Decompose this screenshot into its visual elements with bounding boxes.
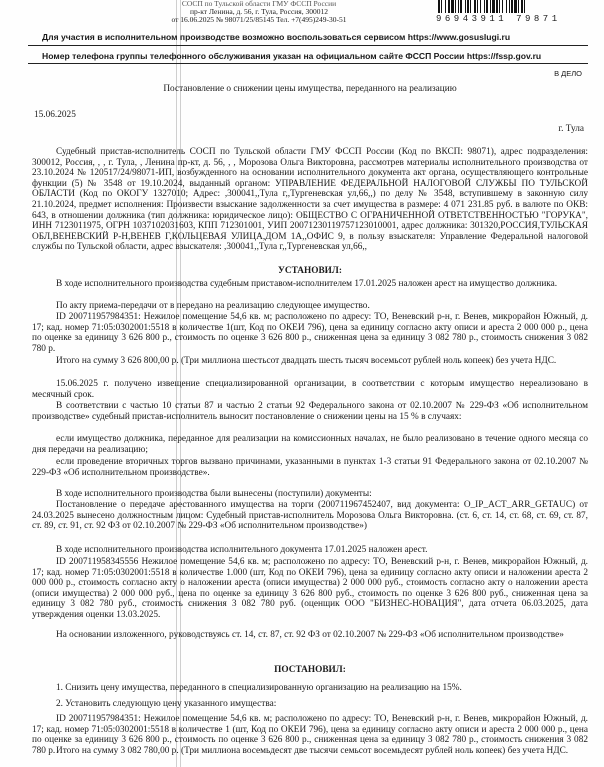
- barcode-number: 96943911 79871: [436, 14, 561, 24]
- office-address: пр-кт Ленина, д. 56, г. Тула, Россия, 300012: [190, 7, 328, 16]
- v-delo-mark: В ДЕЛО: [554, 69, 582, 78]
- paragraph-commission: если имущество должника, переданное для реализации на комиссионных началах, не было реализовано в течение одного месяца со дня передачи на реализацию;: [32, 434, 588, 455]
- notice-divider: [28, 63, 588, 64]
- doc-city: г. Тула: [558, 124, 584, 134]
- paragraph-arrest: В ходе исполнительного производства судебным приставом-исполнителем 17.01.2025 наложен арест на имущество должника.: [56, 279, 558, 289]
- property-item-2: ID 200711958345556 Нежилое помещение 54,6 кв. м; расположено по адресу: ТО, Веневский р-н, г. Венев, микрорайон Южный, д. 17; кад. номер 71:05:0302001:5518 в количестве 1.000 (шт, Код по ОКЕИ 796), цена за единицу согласно акту описи и наложении ареста 2 000 000 р., стоимость согласно акту о наложении ареста (описи имущества) 2 000 000 руб., стоимость согласно акту о наложении ареста (описи имущества) 2 000 000 руб., цена по оценке за единицу 3 626 800 руб., стоимость по оценке 3 626 800 руб., сниженная цена за единицу 3 082 780 руб., стоимость снижения 3 082 780 руб. (оценщик ООО "БИЗНЕС-НОВАЦИЯ", дата отчета 06.03.2025, дата утверждения оценки 13.03.2025.: [32, 557, 588, 620]
- office-header: [94, 0, 424, 24]
- paragraph-total-1: Итого на сумму 3 626 800,00 р. (Три миллиона шестьсот двадцать шесть тысяч восемьсот рублей ноль копеек) без учета НДС.: [56, 356, 557, 366]
- paragraph-basis: На основании изложенного, руководствуясь ст. 14, ст. 87, ст. 92 ФЗ от 02.10.2007 № 229-ФЗ «Об исполнительном производстве»: [56, 630, 564, 640]
- paragraph-notice: 15.06.2025 г. получено извещение специализированной организации, в соответствии с которым имущество нереализовано в месячный срок.: [32, 379, 588, 400]
- ustanovil-heading: УСТАНОВИЛ:: [278, 266, 342, 276]
- postanovil-heading: ПОСТАНОВИЛ:: [274, 665, 346, 675]
- document-title: Постановление о снижении цены имущества, переданного на реализацию: [163, 84, 457, 94]
- doc-date: 15.06.2025: [34, 110, 76, 120]
- barcode: [438, 0, 586, 13]
- paragraph-act-intro: По акту приема-передачи от в передано на реализацию следующее имущество.: [56, 301, 370, 311]
- gosuslugi-notice: Для участия в исполнительном производстве возможно воспользоваться сервисом https://www.gosuslugi.ru: [42, 32, 511, 42]
- paragraph-law: В соответствии с частью 10 статьи 87 и частью 2 статьи 92 Федерального закона от 02.10.2007 № 229-ФЗ «Об исполнительном производстве» судебный пристав-исполнитель выносит постановление о снижении цены на 15 % в случаях:: [32, 401, 588, 422]
- phone-notice: Номер телефона группы телефонного обслуживания указан на официальном сайте ФССП России https://fssp.gov.ru: [42, 51, 542, 61]
- paragraph-repeated: если проведение вторичных торгов вызвано причинами, указанными в пунктах 1-3 статьи 91 Федерального закона от 02.10.2007 № 229-ФЗ «Об исполнительном производстве».: [32, 457, 588, 478]
- notice-divider: [28, 45, 588, 46]
- paragraph-total-2: Итого на сумму 3 082 780,00 р. (Три миллиона восемьдесят две тысячи семьсот восемьдесят рублей ноль копеек) без учета НДС.: [56, 746, 569, 756]
- property-item-3: ID 200711957984351: Нежилое помещение 54,6 кв. м; расположено по адресу: ТО, Веневский р-н, г. Венев, микрорайон Южный, д. 17; кад. номер 71:05:0302001:5518 в количестве 1 (шт, Код по ОКЕИ 796), цена за единицу согласно акту описи и ареста 2 000 000 р., цена по оценке за единицу 3 626 800 р., стоимость по оценке 3 626 800 р., сниженная цена за единицу 3 082 780 р., стоимость снижения 3 082 780 р.: [32, 714, 588, 756]
- property-item-1: ID 200711957984351: Нежилое помещение 54,6 кв. м; расположено по адресу: ТО, Веневский р-н, г. Венев, микрорайон Южный, д. 17; кад. номер 71:05:0302001:5518 в количестве 1(шт, Код по ОКЕИ 796), цена за единицу согласно акту описи и ареста 2 000 000 р., цена по оценке за единицу 3 626 800 р., стоимость по оценке 3 626 800 р., сниженная цена за единицу 3 082 780 р., стоимость снижения 3 082 780 р.: [32, 312, 588, 354]
- barcode-bar: [525, 0, 527, 13]
- office-name: СОСП по Тульской области ГМУ ФССП России: [181, 0, 337, 8]
- paragraph-arrest-2: В ходе исполнительного производства исполнительного документа 17.01.2025 наложен арест.: [56, 545, 428, 555]
- decision-1: 1. Снизить цену имущества, переданного в специализированную организацию на реализацию на 15%.: [56, 683, 462, 693]
- intro-paragraph: Судебный пристав-исполнитель СОСП по Тульской области ГМУ ФССП России (Код по ВКСП: 98071), адрес подразделения: 300012, Россия, , , г. Тула, , Ленина пр-кт, д. 56, , , Морозова Ольга Викторовна, рассмотрев материалы исполнительного производства от 23.10.2024 № 120517/24/98071-ИП, возбужденного на основании исполнительного документа акт органа, осуществляющего контрольные функции (5) № 3548 от 19.10.2024, выданный органом: УПРАВЛЕНИЕ ФЕДЕРАЛЬНОЙ НАЛОГОВОЙ СЛУЖБЫ ПО ТУЛЬСКОЙ ОБЛАСТИ (Код по ОКОГУ 1327010; Адрес: ,300041,,Тула г,,Тургеневская ул,66,,) по делу № 3548, вступившему в законную силу 21.10.2024, предмет исполнения: Произвести взыскание задолженности за счет имущества в размере: 4 071 231.85 руб. в валюте по ОКВ: 643, в отношении должника (тип должника: юридическое лицо): ОБЩЕСТВО С ОГРАНИЧЕННОЙ ОТВЕТСТВЕННОСТЬЮ "ГОРУКА", ИНН 7123011975, ОГРН 1037102031603, КПП 712301001, УИП 20071230119757123010001, адрес должника: 301320,РОССИЯ,ТУЛЬСКАЯ ОБЛ,ВЕНЕВСКИЙ Р-Н,ВЕНЕВ Г,КОЛЬЦЕВАЯ УЛИЦА,ДОМ 1А,,ОФИС 9, в пользу взыскателя: Управление Федеральной налоговой службы по Тульской области, адрес взыскателя: ,300041,,Тула г,,Тургеневская ул,66,,: [32, 147, 588, 253]
- paragraph-transfer: Постановление о передаче арестованного имущества на торги (200711967452407, вид документа: O_IP_ACT_ARR_GETAUC) от 24.03.2025 вынесено должностным лицом: Судебный пристав-исполнитель Морозова Ольга Викторовна. (ст. 6, ст. 14, ст. 68, ст. 69, ст. 87, ст. 89, ст. 91, ст. 92 ФЗ от 02.10.2007 № 229-ФЗ «Об исполнительном производстве»): [32, 500, 588, 532]
- office-date-phone: от 16.06.2025 № 98071/25/85145 Тел. +7(495)249-30-51: [171, 15, 347, 24]
- decision-2: 2. Установить следующую цену указанного имущества:: [56, 699, 277, 709]
- paragraph-documents: В ходе исполнительного производства были вынесены (поступили) документы:: [56, 489, 372, 499]
